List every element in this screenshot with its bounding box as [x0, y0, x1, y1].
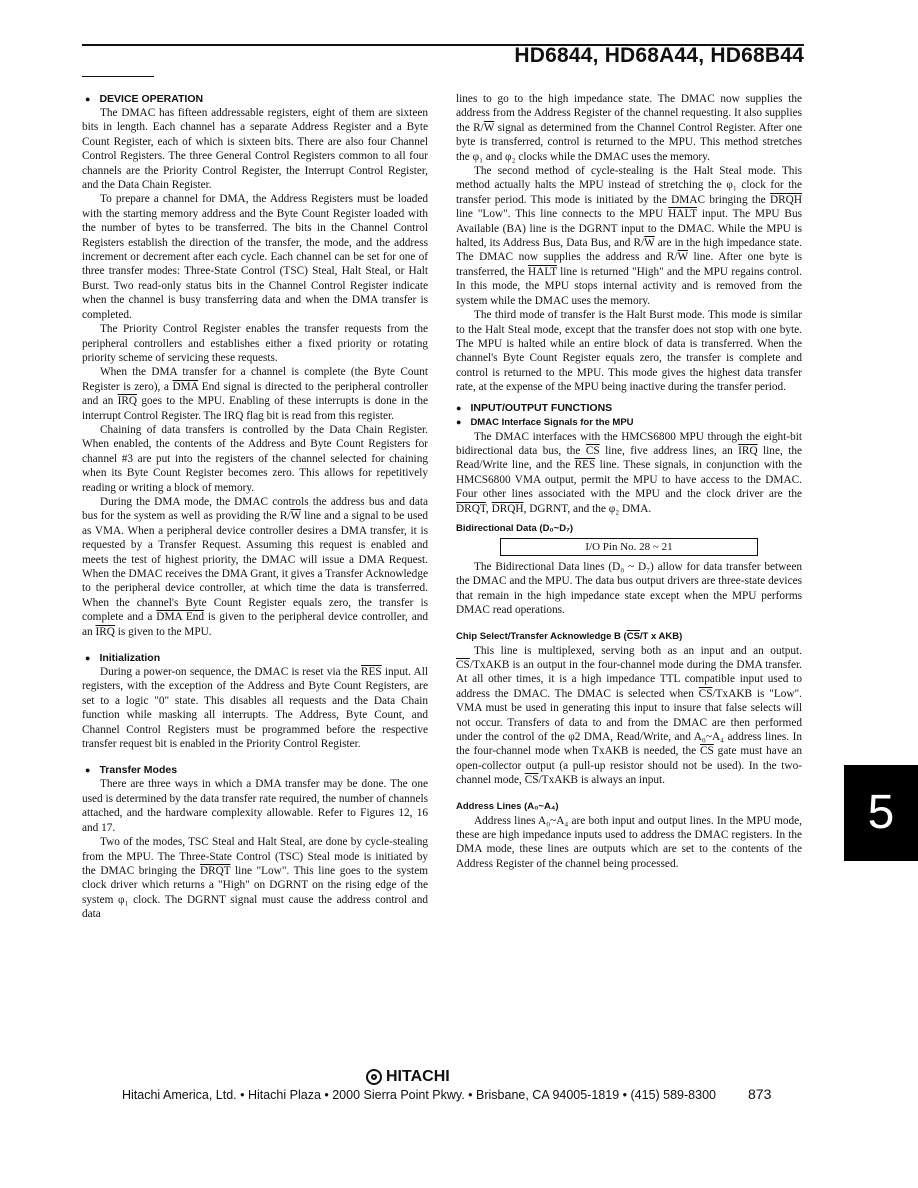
- paragraph: The third mode of transfer is the Halt Burst mode. This mode is similar to the Halt Steal mode, except that the transfer does not stop with one byte. The MPU is halted while an entire block of data is transferred. When the channel's Byte Count Register equals zero, the transfer is complete and control is returned to the MPU. This mode gives the highest data transfer rate, at the expense of the MPU being inactive during the transfer period.: [456, 309, 802, 394]
- paragraph: Chaining of data transfers is controlled by the Data Chain Register. When enabled, the contents of the Address and Byte Count Registers for channel #3 are put into the registers of the channel selected for chaining when its Byte Count Register becomes zero. This allows for repetitively reading or writing a block of memory.: [82, 423, 428, 494]
- section-heading-initialization: ● Initialization: [85, 652, 161, 665]
- pin-number-box: I/O Pin No. 28 ~ 21: [500, 538, 758, 556]
- section-tab: 5: [844, 765, 918, 861]
- header-short-rule: [82, 76, 154, 77]
- section-heading-transfer-modes: ● Transfer Modes: [85, 764, 178, 777]
- bullet-icon: ●: [85, 94, 91, 104]
- paragraph: There are three ways in which a DMA transfer may be done. The one used is determined by the data transfer rate required, the number of channels attached, and the hardware complexity allowable. Refer to Figures 12, 16 and 17.: [82, 778, 428, 834]
- subsection-heading-chip-select: Chip Select/Transfer Acknowledge B ($\overline{CS}/T$ x AKB): [456, 630, 683, 642]
- subsection-heading-dmac-interface: ● DMAC Interface Signals for the MPU: [456, 416, 634, 428]
- logo-text: HITACHI: [386, 1068, 450, 1085]
- subsection-heading-address-lines: Address Lines (A₀~A₄): [456, 800, 559, 812]
- hitachi-logo-icon: [366, 1069, 382, 1085]
- paragraph: During the DMA mode, the DMAC controls the address bus and data bus for the system as well as providing the $R/\overline{W}$ line and a signal to be used as VMA. When a peripheral device controller desires a DMA transfer, it is requested by a Transfer Request. Assuming this request is enabled and meets the test of highest priority, the DMAC will issue a DMA Request. When the DMAC receives the DMA Grant, it gives a Transfer Acknowledge to the peripheral device controller, at which time the data is transferred. When the channel's Byte Count Register equals zero, the transfer is complete and a DMA End is given to the peripheral device controller, and an $\overline{IRQ}$ is given to the MPU.: [82, 495, 429, 638]
- bullet-icon: ●: [456, 402, 462, 413]
- bullet-icon: ●: [456, 416, 462, 427]
- paragraph: The DMAC interfaces with the HMCS6800 MPU through the eight-bit bidirectional data bus, the $\overline{CS}$ line, five address lines, an $\overline{IRQ}$ line, the Read/Write line, and the $\overline{RES}$ line. These signals, in conjunction with the HMCS6800 VMA output, permit the MPU to have access to the DMAC. Four other lines associated with the MPU and the clock driver are the DRQT, DRQH, DGRNT, and the φ₂ DMA.: [456, 430, 803, 515]
- paragraph: Address lines A₀~A₄ are both input and output lines. In the MPU mode, these are high impedance inputs used to address the DMAC registers. In the DMA mode, these lines are outputs which are set to the contents of the Address Register of the channel being processed.: [456, 814, 802, 870]
- paragraph: The DMAC has fifteen addressable registers, eight of them are sixteen bits in length. Each channel has a separate Address Register and a Byte Count Register, each of which is sixteen bits. There are also four Channel Control Registers. The three General Control Registers common to all four channels are the Priority Control Register, the Interrupt Control Register, and the Data Chain Register.: [82, 107, 428, 192]
- section-heading-device-operation: ● DEVICE OPERATION: [85, 93, 204, 105]
- hitachi-logo: [366, 1066, 450, 1088]
- page-number: 873: [748, 1086, 772, 1102]
- paragraph: This line is multiplexed, serving both as an input and an output. $\overline{CS}$/TxAKB is an output in the four-channel mode during the DMA transfer. At all other times, it is a high impedance TTL compatible input used to address the DMAC. The DMAC is selected when $\overline{CS}$/TxAKB is "Low". VMA must be used in generating this input to insure that false selects will not occur. Transfers of data to and from the DMAC are then performed under the control of the φ2 DMA, Read/Write, and A₀~A₄ address lines. In the four-channel mode when TxAKB is needed, the $\overline{CS}$ gate must have an open-collector output (a pull-up resistor should not be used). In the two-channel mode, $\overline{CS}$/TxAKB is always an input.: [456, 644, 802, 787]
- paragraph: Two of the modes, TSC Steal and Halt Steal, are done by cycle-stealing from the MPU. The Three-State Control (TSC) Steal mode is initiated by the DMAC bringing the DRQT line "Low". This line goes to the system clock driver which returns a "High" on DGRNT on the rising edge of the system φ₁ clock. The DGRNT signal must cause the address control and data: [82, 836, 428, 921]
- paragraph: During a power-on sequence, the DMAC is reset via the $\overline{RES}$ input. All registers, with the exception of the Address and Byte Count Registers, are set to a logic "0" state. This disables all requests and the Data Chain function while masking all interrupts. The Address, Byte Count, and Channel Control Registers must be programmed before the respective transfer request bit is enabled in the Priority Control Register.: [82, 666, 428, 751]
- page-header-title: HD6844, HD68A44, HD68B44: [514, 44, 804, 67]
- paragraph: The second method of cycle-stealing is the Halt Steal mode. This method actually halts the MPU instead of stretching the φ₁ clock for the transfer period. This mode is initiated by the DMAC bringing the DRQH line "Low". This line connects to the MPU HALT input. The MPU Bus Available (BA) line is the DGRNT input to the DMAC. While the MPU is halted, its Address Bus, Data Bus, and $R/\overline{W}$ are in the high impedance state. The DMAC now supplies the address and $R/\overline{W}$ line. After one byte is transferred, the HALT line is returned "High" and the MPU regains control. In this mode, the MPU stops internal activity and is removed from the system while the DMAC uses the memory.: [456, 165, 803, 307]
- bullet-icon: ●: [85, 653, 91, 664]
- paragraph: lines to go to the high impedance state. The DMAC now supplies the address from the Address Register of the channel requesting. It also supplies the $R/\overline{W}$ signal as determined from the Channel Control Register. After one byte is transferred, control is returned to the MPU. This method stretches the φ₁ and φ₂ clocks while the DMAC uses the memory.: [456, 93, 802, 163]
- paragraph: The Priority Control Register enables the transfer requests from the peripheral controllers and establishes either a fixed priority or rotating priority scheme of servicing these requests.: [82, 323, 428, 364]
- section-heading-io-functions: ● INPUT/OUTPUT FUNCTIONS: [456, 401, 613, 414]
- left-column: [82, 92, 428, 922]
- footer-address: Hitachi America, Ltd. • Hitachi Plaza • 2000 Sierra Point Pkwy. • Brisbane, CA 94005-1819 • (415) 589-8300: [122, 1088, 716, 1102]
- paragraph: When the DMA transfer for a channel is complete (the Byte Count Register is zero), a $\overline{DMA}$ End signal is directed to the peripheral controller and an $\overline{IRQ}$ goes to the MPU. Enabling of these interrupts is done in the interrupt Control Register. The IRQ flag bit is read from this register.: [82, 366, 428, 422]
- right-column: [456, 92, 802, 871]
- subsection-heading-bidirectional-data: Bidirectional Data (D₀~D₇): [456, 522, 574, 534]
- paragraph: To prepare a channel for DMA, the Address Registers must be loaded with the starting memory address and the Byte Count Register loaded with the number of bytes to be transferred. The bits in the Channel Control Registers establish the direction of the transfer, the mode, and the address increment or decrement after each cycle. Each channel can be set for one of three transfer modes: Three-State Control (TSC) Steal, Halt Steal, or Halt Burst. Two read-only status bits in the Channel Control Register indicate when the channel is busy transferring data and when the DMA transfer is completed.: [82, 193, 428, 321]
- bullet-icon: ●: [85, 765, 91, 776]
- paragraph: The Bidirectional Data lines (D₀ ~ D₇) allow for data transfer between the DMAC and the MPU. The data bus output drivers are three-state devices that remain in the high impedance state except when the MPU performs DMAC read operations.: [456, 560, 802, 617]
